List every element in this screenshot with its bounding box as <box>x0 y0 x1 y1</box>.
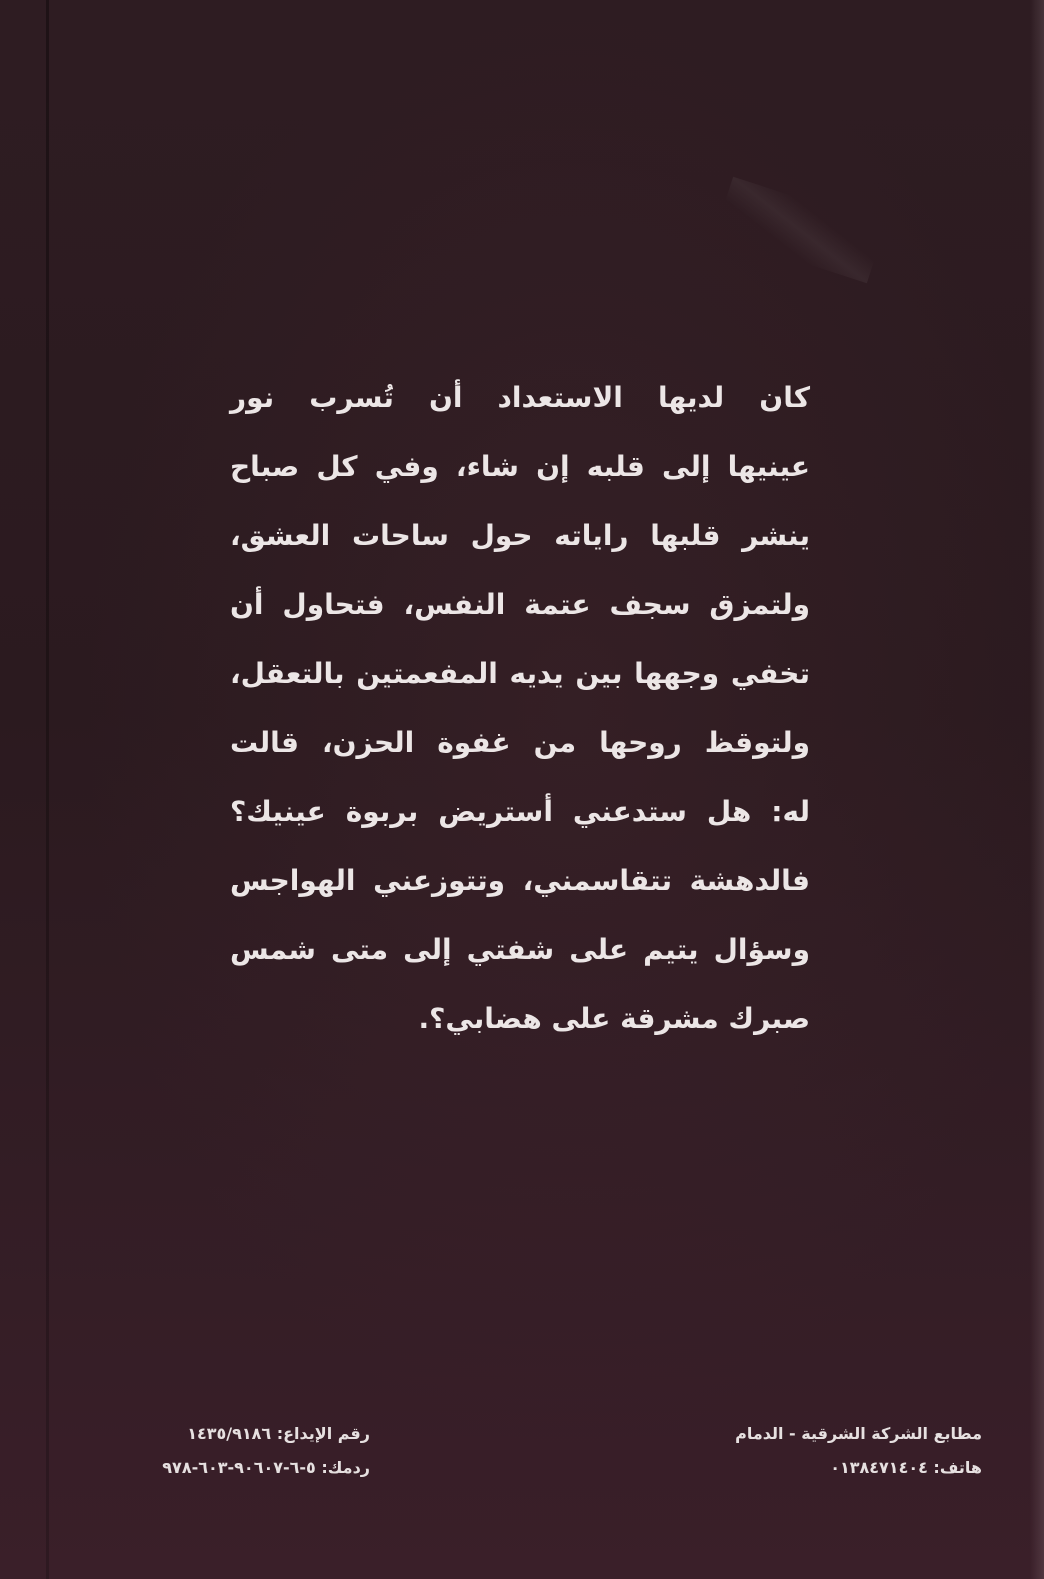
spine-crease <box>46 0 49 1579</box>
blurb-line: صبرك مشرقة على هضابي؟. <box>418 1002 810 1035</box>
legal-info <box>70 1420 370 1488</box>
blurb-line: ولتمزق سجف عتمة النفس، فتحاول أن <box>230 588 810 621</box>
blurb-line: وسؤال يتيم على شفتي إلى متى شمس <box>230 933 810 966</box>
blurb-line: كان لديها الاستعداد أن تُسرب نور <box>230 381 810 414</box>
page-edge <box>1030 0 1044 1579</box>
printer-info <box>652 1420 982 1488</box>
blurb-line: ينشر قلبها راياته حول ساحات العشق، <box>230 519 810 552</box>
blurb-line: له: هل ستدعني أستريض بربوة عينيك؟ <box>230 795 810 828</box>
blurb-line: ولتوقظ روحها من غفوة الحزن، قالت <box>230 726 810 759</box>
printer-phone: هاتف: ٠١٣٨٤٧١٤٠٤ <box>830 1458 982 1477</box>
surface-scuff <box>715 177 886 284</box>
deposit-number: رقم الإيداع: ١٤٣٥/٩١٨٦ <box>187 1424 370 1443</box>
blurb-paragraph <box>230 370 810 1060</box>
printer-name: مطابع الشركة الشرقية - الدمام <box>735 1424 982 1443</box>
isbn-number: ردمك: ٥-٦-٩٠٦٠٧-٦٠٣-٩٧٨ <box>162 1458 370 1477</box>
blurb-line: فالدهشة تتقاسمني، وتتوزعني الهواجس <box>230 864 810 897</box>
blurb-line: تخفي وجهها بين يديه المفعمتين بالتعقل، <box>230 657 810 690</box>
blurb-line: عينيها إلى قلبه إن شاء، وفي كل صباح <box>230 450 810 483</box>
